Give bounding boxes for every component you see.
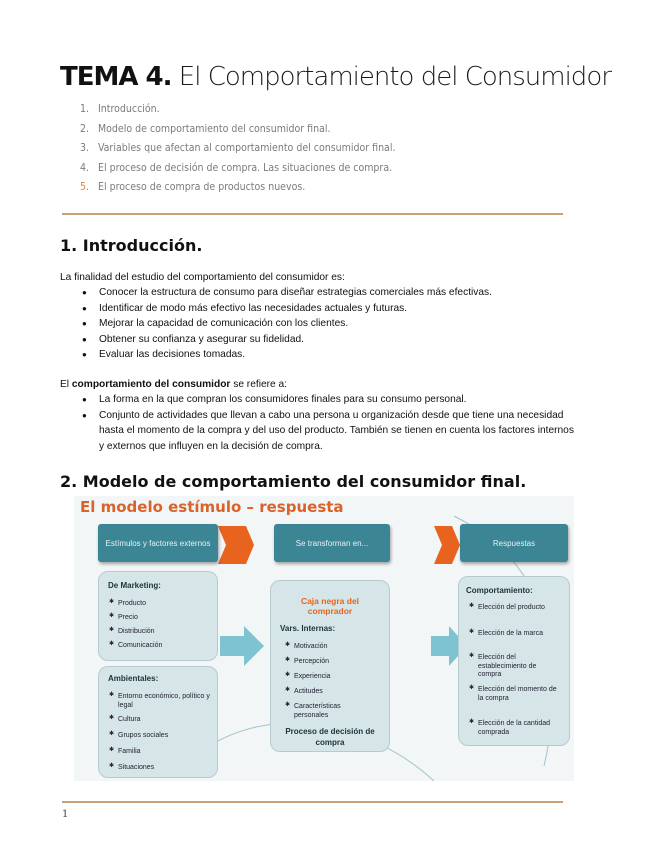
list-item: ✱ Actitudes: [294, 688, 323, 697]
list-item: ✱ Comunicación: [118, 642, 162, 651]
list-item: ● Identificar de modo más efectivo las necesidades actuales y futuras.: [82, 301, 492, 317]
section-heading-1: 1. Introducción.: [60, 236, 203, 255]
list-item: ● Conocer la estructura de consumo para diseñar estrategias comerciales más efectivas.: [82, 285, 492, 301]
bullet-list: [82, 285, 492, 363]
list-item: ✱ Características personales: [294, 703, 374, 720]
list-item: ● Conjunto de actividades que llevan a cabo una persona u organización desde que tiene una necesidad hasta el momento de la compra y del uso del producto. También se tienen en cuenta los factores internos y externos que influyen en la decisión de compra.: [82, 408, 579, 455]
toc-item[interactable]: 1. Introducción.: [80, 103, 160, 115]
section-heading-2: 2. Modelo de comportamiento del consumidor final.: [60, 472, 527, 491]
list-item: ✱ Situaciones: [118, 764, 154, 773]
panel-title: Comportamiento:: [466, 586, 533, 595]
list-item: ✱ Elección del establecimiento de compra: [478, 654, 560, 680]
transform-box: Se transforman en...: [274, 524, 390, 562]
arrow-icon: [218, 526, 254, 564]
page-number: 1: [62, 809, 69, 820]
list-item: ● Mejorar la capacidad de comunicación con los clientes.: [82, 316, 492, 332]
list-item: ✱ Grupos sociales: [118, 732, 168, 741]
arrow-icon: [220, 626, 264, 666]
footer-divider: [62, 801, 563, 803]
panel-title: Caja negra del comprador: [300, 596, 360, 616]
diagram-title: El modelo estímulo – respuesta: [80, 498, 344, 516]
list-item: ● Evaluar las decisiones tomadas.: [82, 347, 492, 363]
panel-footer: Proceso de decisión de compra: [285, 727, 375, 747]
definition-paragraph: El comportamiento del consumidor se refiere a:: [60, 379, 288, 390]
stimuli-box: Estímulos y factores externos: [98, 524, 218, 562]
panel-subtitle: Vars. Internas:: [280, 624, 336, 633]
definition-list: [82, 392, 579, 454]
toc-item[interactable]: 4. El proceso de decisión de compra. Las situaciones de compra.: [80, 161, 393, 174]
list-item: ✱ Experiencia: [294, 673, 331, 682]
list-item: ✱ Percepción: [294, 658, 329, 667]
toc-item[interactable]: 5. El proceso de compra de productos nuevos.: [80, 181, 306, 193]
list-item: ✱ Familia: [118, 748, 141, 757]
panel-title: De Marketing:: [108, 581, 161, 590]
stimulus-response-diagram: [74, 496, 574, 781]
toc-item[interactable]: 3. Variables que afectan al comportamiento del consumidor final.: [80, 142, 396, 154]
list-item: ✱ Elección del momento de la compra: [478, 686, 560, 703]
arrow-icon: [434, 526, 460, 564]
list-item: ✱ Elección del producto: [478, 604, 560, 613]
list-item: ✱ Precio: [118, 614, 138, 623]
toc-item[interactable]: 2. Modelo de comportamiento del consumidor final.: [80, 122, 331, 135]
page-title: TEMA 4. El Comportamiento del Consumidor: [60, 62, 611, 92]
list-item: ● La forma en la que compran los consumidores finales para su consumo personal.: [82, 392, 579, 408]
list-item: ✱ Producto: [118, 600, 146, 609]
list-item: ✱ Elección de la cantidad comprada: [478, 720, 560, 737]
list-item: ✱ Cultura: [118, 716, 141, 725]
list-item: ✱ Motivación: [294, 643, 327, 652]
divider: [62, 213, 563, 215]
paragraph: La finalidad del estudio del comportamiento del consumidor es:: [60, 272, 345, 283]
list-item: ✱ Entorno económico, político y legal: [118, 693, 214, 710]
responses-box: Respuestas: [460, 524, 568, 562]
list-item: ● Obtener su confianza y asegurar su fidelidad.: [82, 332, 492, 348]
list-item: ✱ Elección de la marca: [478, 630, 560, 639]
panel-title: Ambientales:: [108, 674, 159, 683]
list-item: ✱ Distribución: [118, 628, 155, 637]
table-of-contents: [80, 103, 395, 201]
